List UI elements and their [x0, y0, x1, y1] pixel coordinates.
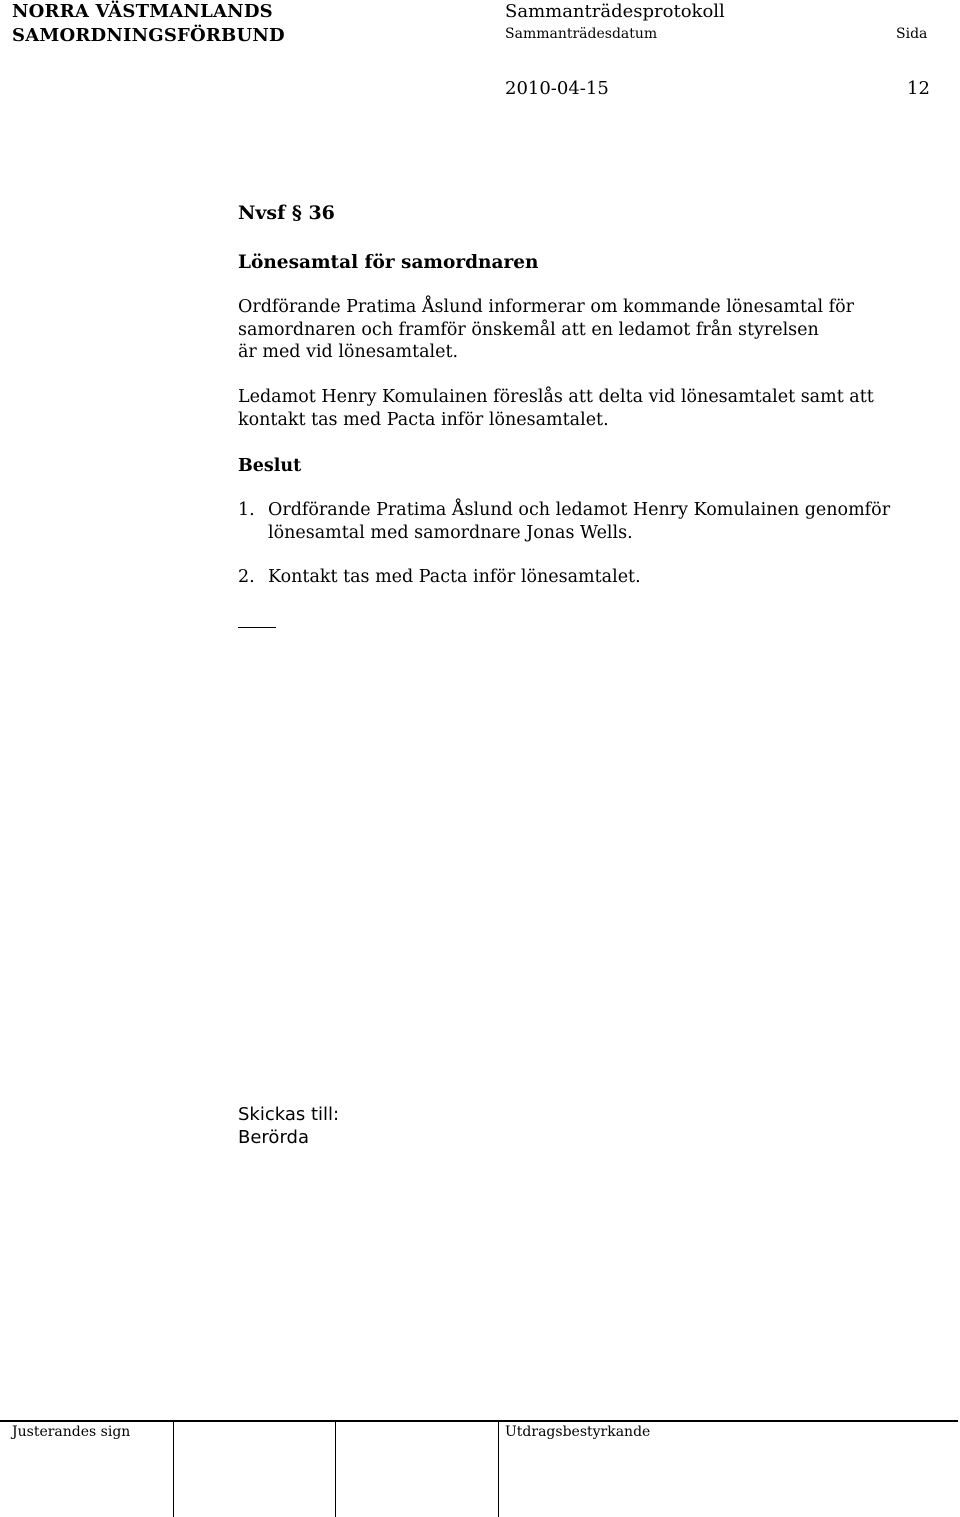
- organization-name-line1: NORRA VÄSTMANLANDS: [12, 1, 273, 22]
- section-id: Nvsf § 36: [238, 202, 335, 224]
- section-end-rule: [238, 627, 276, 628]
- paragraph-proposal: [238, 386, 938, 431]
- distribution: [238, 1103, 339, 1149]
- page-number: 12: [907, 78, 930, 99]
- signature-label: Justerandes sign: [12, 1424, 131, 1440]
- decision-text: [268, 499, 890, 544]
- organization-name-line2: SAMORDNINGSFÖRBUND: [12, 25, 285, 46]
- signature-box-divider: [498, 1420, 499, 1517]
- signature-box-divider: [335, 1420, 336, 1517]
- certification-label: Utdragsbestyrkande: [505, 1424, 651, 1440]
- organization-name: [12, 0, 285, 48]
- section-title: Lönesamtal för samordnaren: [238, 252, 539, 273]
- distribution-recipient: Berörda: [238, 1127, 309, 1148]
- document-type: Sammanträdesprotokoll: [505, 1, 725, 22]
- signature-footer: [0, 1420, 960, 1517]
- page-label: Sida: [896, 26, 928, 42]
- signature-box-divider: [173, 1420, 174, 1517]
- decision-heading: Beslut: [238, 456, 302, 476]
- decision-text: [268, 566, 641, 589]
- paragraph-line: Ordförande Pratima Åslund informerar om kommande lönesamtal för: [238, 297, 854, 317]
- paragraph-line: samordnaren och framför önskemål att en ledamot från styrelsen: [238, 319, 819, 340]
- footer-rule: [0, 1420, 958, 1422]
- distribution-label: Skickas till:: [238, 1104, 340, 1125]
- paragraph-line: Ledamot Henry Komulainen föreslås att delta vid lönesamtalet samt att: [238, 387, 874, 407]
- decision-line: Ordförande Pratima Åslund och ledamot Henry Komulainen genomför: [268, 500, 891, 520]
- paragraph-line: är med vid lönesamtalet.: [238, 342, 459, 362]
- decision-line: Kontakt tas med Pacta inför lönesamtalet.: [268, 567, 641, 587]
- decision-line: lönesamtal med samordnare Jonas Wells.: [268, 522, 633, 543]
- meeting-date-label: Sammanträdesdatum: [505, 26, 658, 42]
- meeting-date: 2010-04-15: [505, 78, 609, 99]
- decision-number: 2.: [238, 567, 255, 587]
- paragraph-information: [238, 296, 898, 364]
- decision-number: 1.: [238, 500, 255, 520]
- paragraph-line: kontakt tas med Pacta inför lönesamtalet.: [238, 409, 609, 430]
